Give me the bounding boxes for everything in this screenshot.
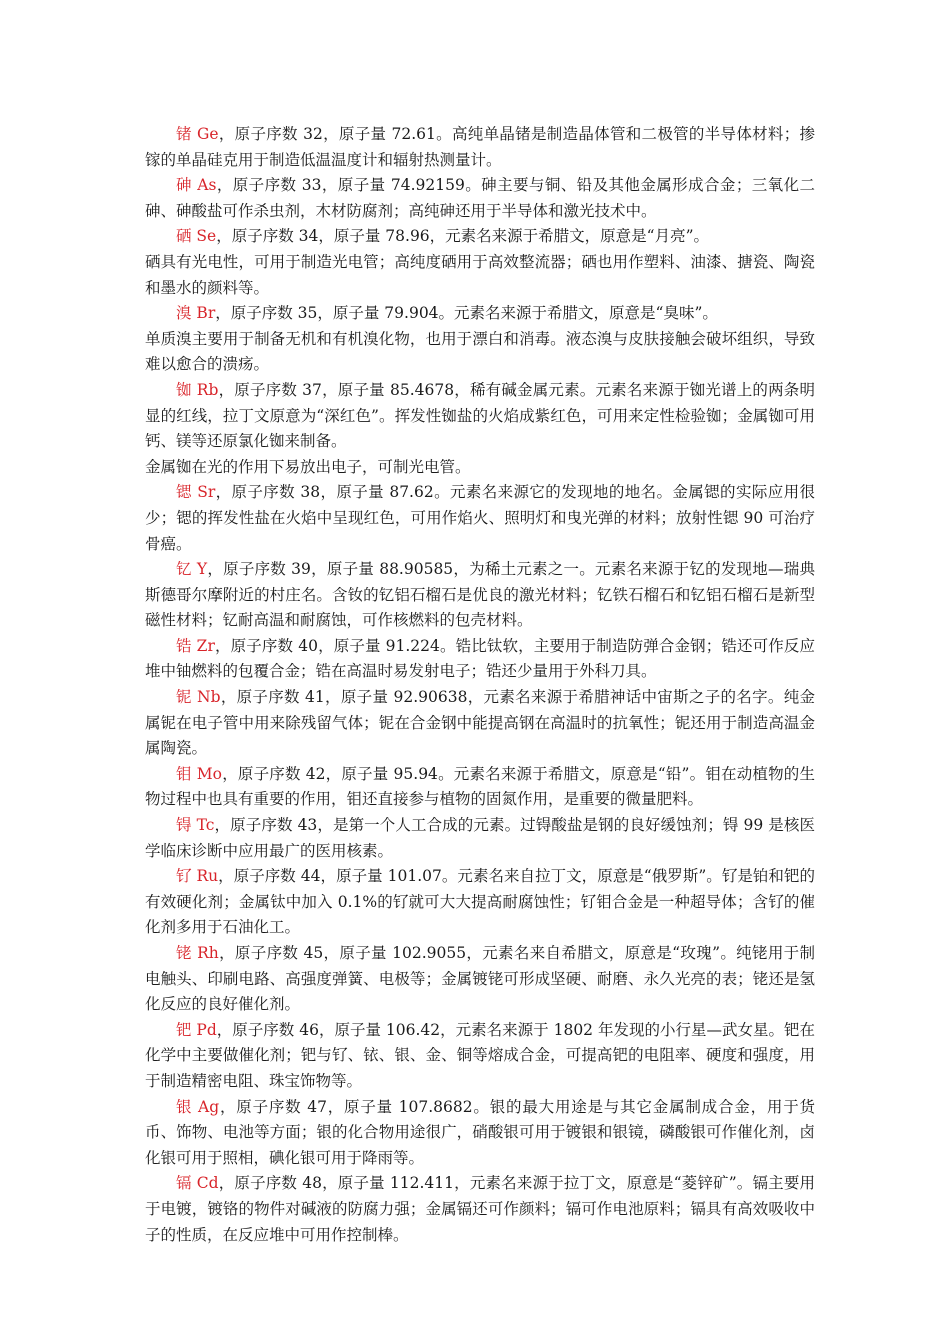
element-symbol: 锶 Sr [176, 483, 216, 502]
element-symbol: 铑 Rh [176, 944, 219, 962]
element-entry-se [145, 224, 815, 301]
element-symbol: 砷 As [176, 176, 217, 195]
element-text: ，原子序数 34，原子量 78.96，元素名来源于希腊文，原意是“月亮”。 [216, 227, 710, 246]
element-entry-br [145, 301, 815, 378]
element-text: ，原子序数 37，原子量 85.4678，稀有碱金属元素。元素名来源于铷光谱上的两条明显的红线，拉丁文原意为“深红色”。挥发性铷盐的火焰成紫红色，可用来定性检验铷；金属铷可用钙、镁等还原氯化铷来制备。 [145, 380, 815, 451]
element-entry-ge [145, 122, 815, 173]
element-entry-nb [145, 685, 815, 762]
element-entry-as [145, 173, 815, 224]
element-text: ，原子序数 39，原子量 88.90585，为稀土元素之一。元素名来源于钇的发现地—瑞典斯德哥尔摩附近的村庄名。含钕的钇铝石榴石是优良的激光材料；钇铁石榴石和钇铝石榴石是新型磁性材料；钇耐高温和耐腐蚀，可作核燃料的包壳材料。 [145, 560, 815, 630]
element-text: ，原子序数 48，原子量 112.411，元素名来源于拉丁文，原意是“菱锌矿”。镉主要用于电镀，镀铬的物件对碱液的防腐力强；金属镉还可作颜料；镉可作电池原料；镉具有高效吸收中子的性质，在反应堆中可用作控制棒。 [145, 1174, 815, 1244]
element-symbol: 锗 Ge [176, 125, 219, 143]
element-symbol: 铌 Nb [176, 688, 221, 707]
element-entry-rh [145, 941, 815, 1018]
element-entry-ag [145, 1095, 815, 1172]
element-text: ，原子序数 41，原子量 92.90638，元素名来源于希腊神话中宙斯之子的名字。纯金属铌在电子管中用来除残留气体；铌在合金钢中能提高钢在高温时的抗氧性；铌还用于制造高温金属陶瓷。 [145, 688, 815, 758]
element-text: ，原子序数 33，原子量 74.92159。砷主要与铜、铅及其他金属形成合金；三氧化二砷、砷酸盐可作杀虫剂，木材防腐剂；高纯砷还用于半导体和激光技术中。 [145, 176, 815, 220]
element-entry-ru [145, 864, 815, 941]
element-text: ，原子序数 35，原子量 79.904。元素名来源于希腊文，原意是“臭味”。 [215, 304, 718, 323]
element-symbol: 钼 Mo [176, 764, 223, 783]
element-text-continued: 硒具有光电性，可用于制造光电管；高纯度硒用于高效整流器；硒也用作塑料、油漆、搪瓷、陶瓷和墨水的颜料等。 [145, 252, 815, 297]
element-entry-cd [145, 1171, 815, 1248]
document-page [145, 122, 815, 1248]
element-entry-y [145, 557, 815, 634]
element-text-continued: 单质溴主要用于制备无机和有机溴化物，也用于漂白和消毒。液态溴与皮肤接触会破坏组织，导致难以愈合的溃疡。 [145, 329, 815, 374]
element-text: ，原子序数 47，原子量 107.8682。银的最大用途是与其它金属制成合金，用于货币、饰物、电池等方面；银的化合物用途很广，硝酸银可用于镀银和银镜，磷酸银可作催化剂，卤化银可用于照相，碘化银可用于降雨等。 [145, 1097, 815, 1167]
element-symbol: 锆 Zr [176, 636, 215, 655]
element-symbol: 银 Ag [176, 1097, 220, 1116]
element-text: ，原子序数 38，原子量 87.62。元素名来源它的发现地的地名。金属锶的实际应用很少；锶的挥发性盐在火焰中呈现红色，可用作焰火、照明灯和曳光弹的材料；放射性锶 90 可治疗骨癌。 [145, 483, 815, 553]
element-symbol: 铷 Rb [176, 380, 219, 399]
element-symbol: 溴 Br [176, 304, 216, 323]
element-symbol: 钌 Ru [176, 867, 219, 886]
element-text: ，原子序数 43，是第一个人工合成的元素。过锝酸盐是钢的良好缓蚀剂；锝 99 是核医学临床诊断中应用最广的医用核素。 [145, 816, 816, 860]
element-text: ，原子序数 46，原子量 106.42，元素名来源于 1802 年发现的小行星—武女星。钯在化学中主要做催化剂；钯与钌、铱、银、金、铜等熔成合金，可提高钯的电阻率、硬度和强度，用于制造精密电阻、珠宝饰物等。 [145, 1020, 816, 1090]
element-text: ，原子序数 32，原子量 72.61。高纯单晶锗是制造晶体管和二极管的半导体材料；掺镓的单晶硅克用于制造低温温度计和辐射热测量计。 [145, 125, 816, 169]
element-entry-sr [145, 480, 815, 557]
element-symbol: 硒 Se [176, 227, 217, 246]
element-text: ，原子序数 44，原子量 101.07。元素名来自拉丁文，原意是“俄罗斯”。钌是铂和钯的有效硬化剂；金属钛中加入 0.1%的钌就可大大提高耐腐蚀性；钌钼合金是一种超导体；含钌的催化剂多用于石油化工。 [145, 867, 815, 937]
element-text: ，原子序数 45，原子量 102.9055，元素名来自希腊文，原意是“玫瑰”。纯铑用于制电触头、印刷电路、高强度弹簧、电极等；金属镀铑可形成坚硬、耐磨、永久光亮的表；铑还是氢化反应的良好催化剂。 [145, 944, 815, 1014]
element-entry-mo [145, 762, 815, 813]
element-entry-pd [145, 1018, 815, 1095]
element-text: ，原子序数 40，原子量 91.224。锆比钛软，主要用于制造防弹合金钢；锆还可作反应堆中铀燃料的包覆合金；锆在高温时易发射电子；锆还少量用于外科刀具。 [145, 636, 815, 681]
element-symbol: 钇 Y [176, 560, 208, 579]
element-entry-zr [145, 634, 815, 685]
element-symbol: 镉 Cd [176, 1174, 219, 1193]
element-entry-rb [145, 378, 815, 480]
element-text-continued: 金属铷在光的作用下易放出电子，可制光电管。 [145, 457, 471, 476]
element-text: ，原子序数 42，原子量 95.94。元素名来源于希腊文，原意是“铅”。钼在动植物的生物过程中也具有重要的作用，钼还直接参与植物的固氮作用，是重要的微量肥料。 [145, 764, 815, 809]
element-entry-tc [145, 813, 815, 864]
element-symbol: 锝 Tc [176, 816, 215, 835]
element-symbol: 钯 Pd [176, 1020, 217, 1039]
